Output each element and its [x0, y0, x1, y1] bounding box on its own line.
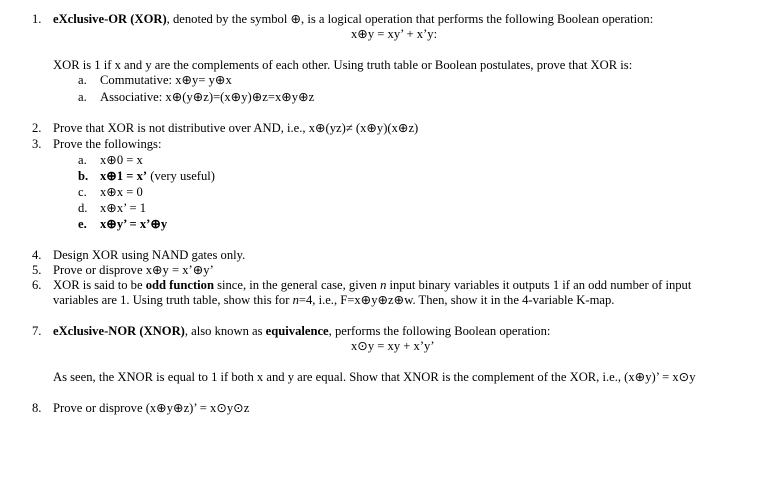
q7-header [53, 324, 550, 339]
q3-c-text: x⊕x = 0 [100, 185, 143, 199]
q6-line2 [53, 293, 614, 308]
q6-pre: XOR is said to be [53, 278, 146, 292]
q1-a1-label: a. [78, 73, 87, 87]
q3-c-label: c. [78, 185, 87, 199]
q4-text: Design XOR using NAND gates only. [53, 248, 246, 262]
q1-a2-text: Associative: x⊕(y⊕z)=(x⊕y)⊕z=x⊕y⊕z [100, 90, 315, 104]
q3-number: 3. [32, 137, 42, 151]
q3-b-label: b. [78, 169, 89, 183]
q7-title: eXclusive-NOR (XNOR) [53, 324, 185, 338]
q1-title: eXclusive-OR (XOR) [53, 12, 167, 26]
q1-desc: , denoted by the symbol ⊕, is a logical operation that performs the following Boolean operation: [166, 12, 654, 26]
q6-bold: odd function [145, 278, 214, 292]
q1-header [53, 12, 653, 27]
q7-formula: x⊙y = xy + x’y’ [351, 339, 435, 353]
q7-post: , performs the following Boolean operation: [328, 324, 551, 338]
q6-line1 [53, 278, 691, 293]
q8-text: Prove or disprove (x⊕y⊕z)’ = x⊙y⊙z [53, 401, 250, 415]
q3-b-text: x⊕1 = x’ [100, 169, 148, 183]
q6-line2-pre: variables are 1. Using truth table, show this for [53, 293, 293, 307]
q7-equiv: equivalence [265, 324, 329, 338]
q3-e-text: x⊕y’ = x’⊕y [100, 217, 168, 231]
q3-d-label: d. [78, 201, 88, 215]
q3-e-label: e. [78, 217, 87, 231]
q3-d-text: x⊕x’ = 1 [100, 201, 147, 215]
q3-text: Prove the followings: [53, 137, 162, 151]
q3-b-line [100, 169, 215, 184]
q7-text: As seen, the XNOR is equal to 1 if both x and y are equal. Show that XNOR is the complement of the XOR, i.e., (x⊕y)’ = x⊙y [53, 370, 696, 384]
q7-mid: , also known as [184, 324, 266, 338]
q1-a1-text: Commutative: x⊕y= y⊕x [100, 73, 232, 87]
q6-line2-n: n [292, 293, 299, 307]
q4-number: 4. [32, 248, 42, 262]
q2-text: Prove that XOR is not distributive over AND, i.e., x⊕(yz)≠ (x⊕y)(x⊕z) [53, 121, 419, 135]
q6-post: input binary variables it outputs 1 if an odd number of input [386, 278, 692, 292]
q3-a-text: x⊕0 = x [100, 153, 143, 167]
q1-text: XOR is 1 if x and y are the complements of each other. Using truth table or Boolean postulates, prove that XOR is: [53, 58, 633, 72]
q1-a2-label: a. [78, 90, 87, 104]
q3-a-label: a. [78, 153, 87, 167]
q6-number: 6. [32, 278, 42, 292]
q7-number: 7. [32, 324, 42, 338]
q5-text: Prove or disprove x⊕y = x’⊕y’ [53, 263, 214, 277]
q1-number: 1. [32, 12, 42, 26]
q2-number: 2. [32, 121, 42, 135]
q3-b-note: (very useful) [150, 169, 215, 183]
q5-number: 5. [32, 263, 42, 277]
q8-number: 8. [32, 401, 42, 415]
q6-line2-post: =4, i.e., F=x⊕y⊕z⊕w. Then, show it in the 4-variable K-map. [298, 293, 615, 307]
q6-n: n [380, 278, 387, 292]
q6-mid: since, in the general case, given [213, 278, 381, 292]
q1-formula: x⊕y = xy’ + x’y: [351, 27, 438, 41]
